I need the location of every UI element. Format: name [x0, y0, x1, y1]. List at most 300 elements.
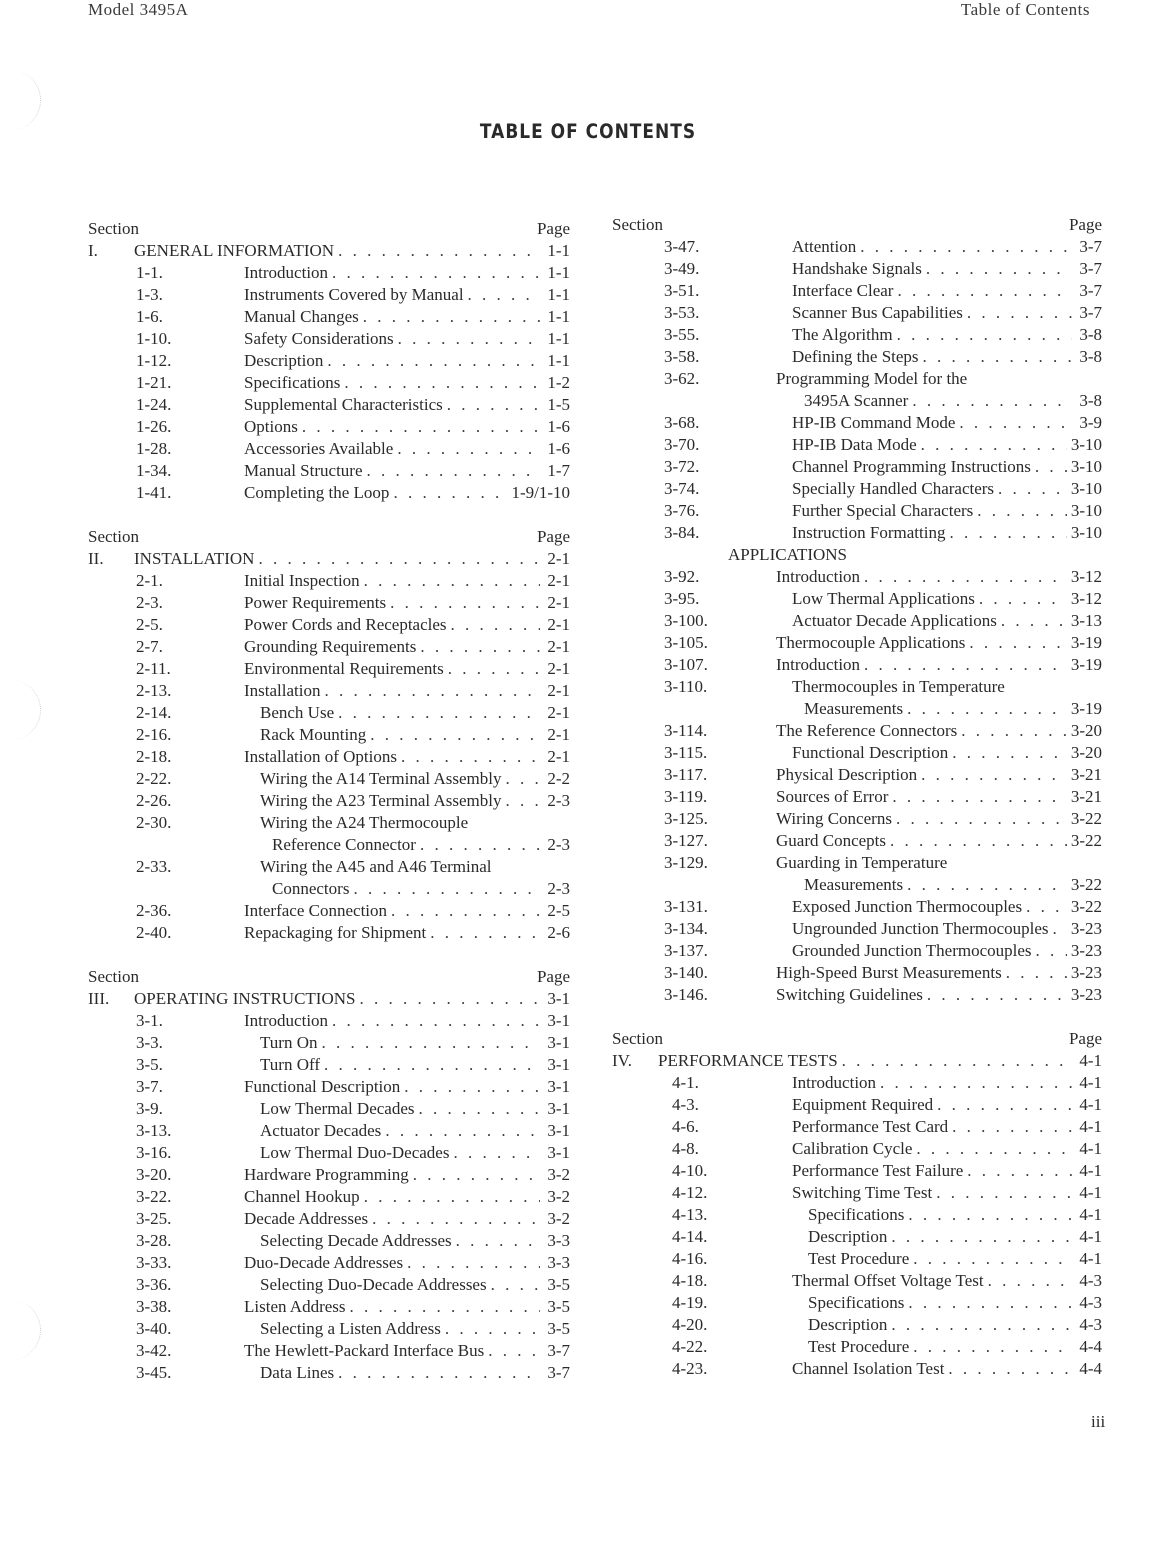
section-title: OPERATING INSTRUCTIONS [134, 989, 356, 1008]
entry-page: 2-1 [547, 659, 570, 678]
dot-leader [332, 1010, 540, 1032]
entry-title: Channel Programming Instructions [792, 457, 1031, 476]
entry-number: 3-7. [136, 1077, 163, 1096]
entry-page: 4-3 [1079, 1315, 1102, 1334]
toc-entry [612, 742, 1102, 764]
dot-leader [988, 1270, 1072, 1292]
entry-title: Wiring the A45 and A46 Terminal [260, 857, 492, 876]
toc-entry [612, 632, 1102, 654]
entry-page: 2-3 [547, 835, 570, 854]
entry-number: 3-129. [664, 853, 708, 872]
entry-title: Scanner Bus Capabilities [792, 303, 963, 322]
entry-page: 1-9/1-10 [511, 483, 570, 502]
dot-leader [468, 284, 540, 306]
section-header [612, 1028, 1102, 1050]
entry-page: 3-13 [1070, 611, 1102, 630]
toc-entry [88, 790, 570, 812]
dot-leader [891, 1314, 1072, 1336]
dot-leader [907, 874, 1067, 896]
toc-entry [612, 1072, 1102, 1094]
entry-title: Introduction [776, 655, 861, 674]
section-page: 3-1 [547, 989, 570, 1008]
entry-number: 4-23. [672, 1359, 708, 1378]
toc-entry [612, 896, 1102, 918]
toc-entry [612, 962, 1102, 984]
entry-page: 3-20 [1070, 721, 1102, 740]
section-title: GENERAL INFORMATION [134, 241, 335, 260]
entry-title: Introduction [244, 263, 329, 282]
toc-entry [612, 808, 1102, 830]
page-label: Page [536, 219, 570, 238]
entry-page: 2-3 [547, 879, 570, 898]
entry-title: Specially Handled Characters [792, 479, 995, 498]
entry-page: 3-21 [1070, 765, 1102, 784]
toc-entry [612, 852, 1102, 874]
dot-leader [393, 482, 507, 504]
section-title-row [612, 1050, 1102, 1072]
section-title-row [88, 240, 570, 262]
dot-leader [926, 258, 1072, 280]
entry-number: 3-84. [664, 523, 700, 542]
entry-page: 1-6 [547, 417, 570, 436]
entry-number: 3-25. [136, 1209, 172, 1228]
toc-entry [88, 1362, 570, 1384]
entry-title: Description [808, 1315, 888, 1334]
entry-title: Turn Off [260, 1055, 320, 1074]
entry-page: 3-7 [547, 1341, 570, 1360]
entry-title: The Algorithm [792, 325, 893, 344]
entry-title: Low Thermal Duo-Decades [260, 1143, 450, 1162]
entry-page: 4-4 [1079, 1337, 1102, 1356]
dot-leader [998, 478, 1067, 500]
dot-leader [864, 566, 1067, 588]
entry-title: Grounding Requirements [244, 637, 417, 656]
toc-entry [612, 434, 1102, 456]
dot-leader [916, 1138, 1072, 1160]
dot-leader [324, 1054, 540, 1076]
entry-page: 3-3 [547, 1231, 570, 1250]
dot-leader [897, 280, 1072, 302]
entry-title: Bench Use [260, 703, 335, 722]
toc-entry [612, 456, 1102, 478]
dot-leader [364, 570, 540, 592]
entry-title: Supplemental Characteristics [244, 395, 443, 414]
entry-page: 3-3 [547, 1253, 570, 1272]
entry-title: Guarding in Temperature [776, 853, 948, 872]
scan-artifact [0, 680, 41, 740]
toc-entry [612, 566, 1102, 588]
entry-page: 4-3 [1079, 1293, 1102, 1312]
entry-title: Rack Mounting [260, 725, 367, 744]
dot-leader [913, 1336, 1072, 1358]
toc-entry [88, 1076, 570, 1098]
dot-leader [390, 592, 540, 614]
entry-title: Duo-Decade Addresses [244, 1253, 404, 1272]
dot-leader [913, 1248, 1072, 1270]
section-header [88, 966, 570, 988]
entry-title: Wiring Concerns [776, 809, 892, 828]
toc-entry [612, 522, 1102, 544]
section-title-row [88, 548, 570, 570]
entry-title: Exposed Junction Thermocouples [792, 897, 1023, 916]
toc-entry [612, 1248, 1102, 1270]
entry-page: 3-10 [1070, 479, 1102, 498]
entry-page: 1-1 [547, 263, 570, 282]
entry-page: 4-1 [1079, 1095, 1102, 1114]
toc-entry [88, 1208, 570, 1230]
entry-page: 2-1 [547, 725, 570, 744]
toc-entry [612, 588, 1102, 610]
entry-number: 4-8. [672, 1139, 699, 1158]
toc-entry [612, 1270, 1102, 1292]
entry-number: 2-26. [136, 791, 172, 810]
entry-title: Channel Isolation Test [792, 1359, 945, 1378]
dot-leader [912, 390, 1072, 412]
entry-number: 1-34. [136, 461, 172, 480]
entry-title: The Hewlett-Packard Interface Bus [244, 1341, 485, 1360]
dot-leader [1036, 940, 1067, 962]
dot-leader [338, 1362, 540, 1384]
entry-page: 3-5 [547, 1297, 570, 1316]
entry-page: 3-22 [1070, 875, 1102, 894]
entry-number: 3-95. [664, 589, 700, 608]
entry-number: 3-117. [664, 765, 708, 784]
toc-entry [88, 394, 570, 416]
entry-title: Description [244, 351, 324, 370]
toc-entry [88, 680, 570, 702]
entry-page: 4-1 [1079, 1073, 1102, 1092]
entry-page: 2-1 [547, 747, 570, 766]
entry-number: 3-100. [664, 611, 708, 630]
toc-right-column [612, 214, 1102, 1380]
entry-number: 2-5. [136, 615, 163, 634]
toc-entry [88, 658, 570, 680]
dot-leader [1053, 918, 1067, 940]
entry-title: Installation of Options [244, 747, 397, 766]
toc-entry [612, 918, 1102, 940]
entry-number: 3-55. [664, 325, 700, 344]
entry-number: 2-33. [136, 857, 172, 876]
dot-leader [491, 1274, 540, 1296]
section-label: Section [612, 1029, 663, 1048]
entry-title: HP-IB Data Mode [792, 435, 917, 454]
entry-title: Power Requirements [244, 593, 387, 612]
dot-leader [880, 1072, 1072, 1094]
toc-entry [88, 262, 570, 284]
dot-leader [937, 1094, 1072, 1116]
entry-page: 3-10 [1070, 523, 1102, 542]
toc-entry [88, 1230, 570, 1252]
entry-number: 3-115. [664, 743, 708, 762]
entry-number: 4-12. [672, 1183, 708, 1202]
dot-leader [860, 236, 1072, 258]
dot-leader [977, 500, 1067, 522]
entry-page: 4-1 [1079, 1117, 1102, 1136]
toc-entry [612, 1292, 1102, 1314]
entry-title: Hardware Programming [244, 1165, 409, 1184]
entry-title: Decade Addresses [244, 1209, 369, 1228]
toc-entry [612, 764, 1102, 786]
entry-number: 4-1. [672, 1073, 699, 1092]
dot-leader [1035, 456, 1067, 478]
entry-title: Functional Description [792, 743, 949, 762]
entry-page: 3-7 [547, 1363, 570, 1382]
dot-leader [448, 658, 540, 680]
entry-page: 1-1 [547, 351, 570, 370]
section-title: INSTALLATION [134, 549, 255, 568]
entry-number: 2-1. [136, 571, 163, 590]
entry-title: Functional Description [244, 1077, 401, 1096]
toc-entry [612, 1116, 1102, 1138]
entry-title: Turn On [260, 1033, 318, 1052]
section-header [612, 214, 1102, 236]
dot-leader [407, 1252, 540, 1274]
dot-leader [258, 548, 540, 570]
entry-title: Further Special Characters [792, 501, 974, 520]
entry-page: 3-1 [547, 1121, 570, 1140]
entry-page: 3-1 [547, 1033, 570, 1052]
dot-leader [1001, 610, 1067, 632]
entry-number: 1-26. [136, 417, 172, 436]
entry-title: Ungrounded Junction Thermocouples [792, 919, 1049, 938]
page-number: iii [1091, 1412, 1106, 1431]
entry-page: 3-7 [1079, 237, 1102, 256]
dot-leader [404, 1076, 540, 1098]
entry-title: Thermal Offset Voltage Test [792, 1271, 984, 1290]
entry-page: 4-1 [1079, 1249, 1102, 1268]
entry-title: Completing the Loop [244, 483, 390, 502]
entry-title: Physical Description [776, 765, 918, 784]
entry-number: 4-14. [672, 1227, 708, 1246]
toc-entry [88, 1186, 570, 1208]
toc-entry [88, 878, 570, 900]
toc-entry [88, 482, 570, 504]
dot-leader [338, 240, 540, 262]
toc-entry [88, 372, 570, 394]
entry-page: 3-1 [547, 1077, 570, 1096]
entry-title: Actuator Decades [260, 1121, 382, 1140]
dot-leader [327, 350, 540, 372]
dot-leader [842, 1050, 1072, 1072]
entry-page: 3-19 [1070, 699, 1102, 718]
dot-leader [324, 680, 540, 702]
entry-title: Thermocouple Applications [776, 633, 966, 652]
entry-title: Guard Concepts [776, 831, 887, 850]
dot-leader [447, 394, 540, 416]
entry-number: 2-7. [136, 637, 163, 656]
entry-title: Channel Hookup [244, 1187, 360, 1206]
toc-entry [88, 306, 570, 328]
toc-entry [612, 830, 1102, 852]
dot-leader [391, 900, 540, 922]
entry-number: 2-14. [136, 703, 172, 722]
entry-title: Instruments Covered by Manual [244, 285, 464, 304]
toc-entry [612, 302, 1102, 324]
header-model: Model 3495A [88, 0, 189, 19]
entry-page: 3-9 [1079, 413, 1102, 432]
entry-title: Reference Connector [272, 835, 416, 854]
entry-page: 3-22 [1070, 897, 1102, 916]
entry-number: 3-131. [664, 897, 708, 916]
toc-entry [88, 812, 570, 834]
entry-title: Performance Test Failure [792, 1161, 964, 1180]
toc-entry [612, 654, 1102, 676]
dot-leader [892, 786, 1066, 808]
toc-entry [88, 438, 570, 460]
dot-leader [959, 412, 1072, 434]
toc-entry [612, 1160, 1102, 1182]
dot-leader [364, 1186, 540, 1208]
entry-title: Listen Address [244, 1297, 346, 1316]
dot-leader [321, 1032, 540, 1054]
entry-title: Programming Model for the [776, 369, 968, 388]
entry-number: 2-22. [136, 769, 172, 788]
entry-title: Introduction [244, 1011, 329, 1030]
section-label: Section [88, 527, 139, 546]
dot-leader [398, 328, 540, 350]
entry-title: Interface Clear [792, 281, 894, 300]
entry-page: 2-3 [547, 791, 570, 810]
entry-number: 3-74. [664, 479, 700, 498]
entry-title: HP-IB Command Mode [792, 413, 956, 432]
toc-entry [612, 412, 1102, 434]
entry-title: Repackaging for Shipment [244, 923, 427, 942]
toc-entry [88, 856, 570, 878]
entry-page: 3-8 [1079, 391, 1102, 410]
entry-page: 3-8 [1079, 347, 1102, 366]
toc-entry [88, 1164, 570, 1186]
dot-leader [505, 790, 540, 812]
toc-entry [612, 390, 1102, 412]
entry-number: 1-6. [136, 307, 163, 326]
entry-page: 1-5 [547, 395, 570, 414]
toc-left-column [88, 218, 570, 1384]
entry-title: Performance Test Card [792, 1117, 949, 1136]
entry-page: 3-8 [1079, 325, 1102, 344]
entry-page: 2-5 [547, 901, 570, 920]
dot-leader [969, 632, 1067, 654]
toc-entry [88, 724, 570, 746]
dot-leader [451, 614, 540, 636]
entry-page: 3-2 [547, 1187, 570, 1206]
entry-number: 3-20. [136, 1165, 172, 1184]
entry-number: 4-20. [672, 1315, 708, 1334]
entry-page: 3-22 [1070, 809, 1102, 828]
entry-title: Attention [792, 237, 857, 256]
entry-title: Selecting Decade Addresses [260, 1231, 452, 1250]
dot-leader [332, 262, 540, 284]
entry-number: 1-12. [136, 351, 172, 370]
entry-page: 4-4 [1079, 1359, 1102, 1378]
entry-number: 3-1. [136, 1011, 163, 1030]
toc-entry [88, 768, 570, 790]
toc-entry [88, 1274, 570, 1296]
entry-page: 3-21 [1070, 787, 1102, 806]
dot-leader [420, 834, 540, 856]
entry-title: Connectors [272, 879, 350, 898]
dot-leader [967, 1160, 1072, 1182]
entry-title: Measurements [804, 699, 904, 718]
entry-number: 3-76. [664, 501, 700, 520]
toc-entry [88, 1296, 570, 1318]
section-header [88, 218, 570, 240]
entry-number: 3-36. [136, 1275, 172, 1294]
dot-leader [907, 698, 1067, 720]
section-title: PERFORMANCE TESTS [658, 1051, 838, 1070]
entry-page: 3-12 [1070, 589, 1102, 608]
entry-title: Low Thermal Applications [792, 589, 975, 608]
entry-page: 3-1 [547, 1011, 570, 1030]
entry-number: 4-10. [672, 1161, 708, 1180]
entry-number: 3-49. [664, 259, 700, 278]
entry-number: 1-41. [136, 483, 172, 502]
scan-artifact [0, 1300, 41, 1360]
dot-leader [359, 988, 540, 1010]
entry-title: Power Cords and Receptacles [244, 615, 447, 634]
entry-number: 3-22. [136, 1187, 172, 1206]
toc-entry [88, 1340, 570, 1362]
entry-page: 1-7 [547, 461, 570, 480]
entry-number: 2-40. [136, 923, 172, 942]
dot-leader [353, 878, 540, 900]
entry-number: 4-6. [672, 1117, 699, 1136]
entry-number: 4-18. [672, 1271, 708, 1290]
dot-leader [420, 636, 540, 658]
dot-leader [453, 1142, 540, 1164]
dot-leader [372, 1208, 540, 1230]
entry-page: 3-7 [1079, 281, 1102, 300]
entry-title: Wiring the A14 Terminal Assembly [260, 769, 502, 788]
entry-page: 4-1 [1079, 1139, 1102, 1158]
entry-number: 3-105. [664, 633, 708, 652]
entry-page: 3-12 [1070, 567, 1102, 586]
entry-page: 1-6 [547, 439, 570, 458]
entry-number: 2-36. [136, 901, 172, 920]
entry-number: 3-92. [664, 567, 700, 586]
entry-number: 2-3. [136, 593, 163, 612]
entry-title: Switching Guidelines [776, 985, 923, 1004]
entry-page: 4-3 [1079, 1271, 1102, 1290]
entry-page: 3-19 [1070, 655, 1102, 674]
entry-number: 2-13. [136, 681, 172, 700]
entry-number: 3-45. [136, 1363, 172, 1382]
dot-leader [385, 1120, 540, 1142]
page-label: Page [1068, 215, 1102, 234]
dot-leader [505, 768, 540, 790]
entry-page: 3-22 [1070, 831, 1102, 850]
entry-title: Specifications [244, 373, 341, 392]
entry-title: Data Lines [260, 1363, 335, 1382]
entry-number: 3-119. [664, 787, 708, 806]
dot-leader [445, 1318, 540, 1340]
entry-title: High-Speed Burst Measurements [776, 963, 1002, 982]
toc-entry [88, 1318, 570, 1340]
dot-leader [908, 1204, 1072, 1226]
section-label: Section [612, 215, 663, 234]
entry-number: 1-21. [136, 373, 172, 392]
entry-title: Introduction [792, 1073, 877, 1092]
entry-number: 3-72. [664, 457, 700, 476]
entry-page: 3-10 [1070, 435, 1102, 454]
section-label: Section [88, 219, 139, 238]
entry-page: 4-1 [1079, 1161, 1102, 1180]
dot-leader [948, 1358, 1072, 1380]
entry-number: 1-10. [136, 329, 172, 348]
dot-leader [302, 416, 540, 438]
toc-entry [88, 702, 570, 724]
entry-number: 1-28. [136, 439, 172, 458]
toc-entry [612, 1204, 1102, 1226]
